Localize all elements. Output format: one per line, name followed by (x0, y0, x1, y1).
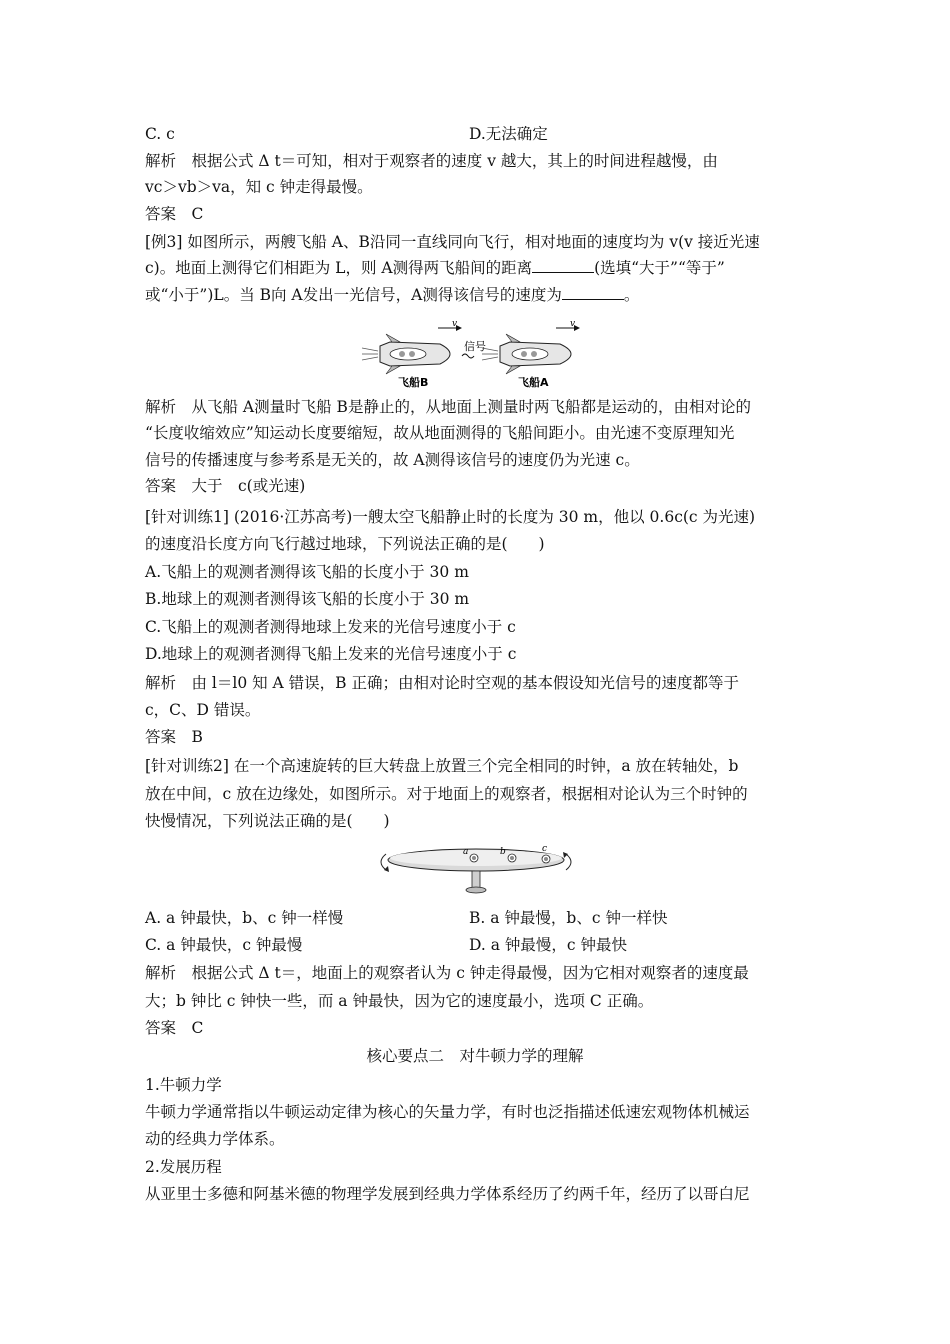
subheading: 2.发展历程 (145, 1158, 222, 1176)
training-1-line: [针对训练1] (2016·江苏高考)一艘太空飞船静止时的长度为 30 m，他以 0.6c(c 为光速) (145, 508, 756, 526)
answer-line: 答案 C (145, 1019, 204, 1037)
analysis-line: 解析 根据公式 Δ t＝，地面上的观察者认为 c 钟走得最慢，因为它相对观察者的速度最 (145, 964, 749, 982)
example-3-line: [例3] 如图所示，两艘飞船 A、B沿同一直线同向飞行，相对地面的速度均为 v(v 接近光速 (145, 233, 760, 251)
training-1-line: 的速度沿长度方向飞行越过地球，下列说法正确的是( ) (145, 535, 545, 553)
training-1-option: C.飞船上的观测者测得地球上发来的光信号速度小于 c (145, 618, 516, 636)
analysis-line: 解析 由 l＝l0 知 A 错误，B 正确；由相对论时空观的基本假设知光信号的速度都等于 (145, 674, 739, 692)
clock-b-label: b (500, 847, 506, 857)
velocity-arrow-icon (438, 325, 462, 331)
clock-a-label: a (463, 847, 469, 857)
rotating-disc-figure (378, 840, 574, 900)
answer-line: 答案 B (145, 728, 203, 746)
option-a: A. a 钟最快，b、c 钟一样慢 (145, 909, 344, 927)
example-3-line (145, 258, 725, 278)
subheading: 1.牛顿力学 (145, 1076, 222, 1094)
clock-c-icon (542, 855, 550, 863)
analysis-line: 解析 根据公式 Δ t＝可知，相对于观察者的速度 v 越大，其上的时间进程越慢，由 (145, 152, 718, 170)
velocity-label: v (452, 320, 458, 329)
clock-b-icon (508, 854, 516, 862)
section-heading: 核心要点二 对牛顿力学的理解 (366, 1047, 584, 1065)
body-text: 从亚里士多德和阿基米德的物理学发展到经典力学体系经历了约两千年，经历了以哥白尼 (145, 1185, 750, 1203)
spaceship-b-icon (362, 334, 450, 374)
answer-blank (532, 258, 594, 273)
option-d: D.无法确定 (469, 125, 548, 143)
example-3-text: c)。地面上测得它们相距为 L，则 A测得两飞船间的距离 (145, 259, 533, 277)
spaceship-a-icon (482, 334, 571, 374)
analysis-line: 解析 从飞船 A测量时飞船 B是静止的，从地面上测量时两飞船都是运动的，由相对论的 (145, 398, 751, 416)
option-b: B. a 钟最慢，b、c 钟一样快 (469, 909, 668, 927)
answer-line: 答案 C (145, 205, 204, 223)
option-c: C. c (145, 125, 175, 143)
ship-a-label: 飞船A (518, 376, 549, 388)
spaceships-figure (360, 320, 590, 388)
signal-label: 信号 (464, 340, 486, 353)
ship-b-label: 飞船B (398, 376, 429, 388)
analysis-line: “长度收缩效应”知运动长度要缩短，故从地面测得的飞船间距小。由光速不变原理知光 (145, 424, 735, 442)
answer-blank (562, 285, 624, 300)
analysis-line: 大；b 钟比 c 钟快一些，而 a 钟最快，因为它的速度最小，选项 C 正确。 (145, 992, 654, 1010)
training-1-option: B.地球上的观测者测得该飞船的长度小于 30 m (145, 590, 470, 608)
example-3-text: (选填“大于”“等于” (594, 259, 725, 277)
signal-wave-icon (462, 354, 474, 358)
clock-a-icon (470, 854, 478, 862)
body-text: 牛顿力学通常指以牛顿运动定律为核心的矢量力学，有时也泛指描述低速宏观物体机械运 (145, 1103, 750, 1121)
velocity-arrow-icon (556, 325, 580, 331)
example-3-text: 。 (623, 286, 640, 304)
example-3-line (145, 285, 639, 305)
body-text: 动的经典力学体系。 (145, 1130, 285, 1148)
analysis-line: vc＞vb＞va，知 c 钟走得最慢。 (145, 178, 373, 196)
option-c: C. a 钟最快，c 钟最慢 (145, 936, 303, 954)
training-1-option: A.飞船上的观测者测得该飞船的长度小于 30 m (145, 563, 469, 581)
example-3-text: 或“小于”)L。当 B向 A发出一光信号，A测得该信号的速度为 (145, 286, 562, 304)
velocity-label: v (570, 320, 576, 329)
answer-line: 答案 大于 c(或光速) (145, 477, 306, 495)
clock-c-label: c (542, 844, 548, 854)
analysis-line: 信号的传播速度与参考系是无关的，故 A测得该信号的速度仍为光速 c。 (145, 451, 640, 469)
training-1-option: D.地球上的观测者测得飞船上发来的光信号速度小于 c (145, 645, 517, 663)
analysis-line: c，C、D 错误。 (145, 701, 261, 719)
option-d: D. a 钟最慢，c 钟最快 (469, 936, 628, 954)
training-2-line: 放在中间，c 放在边缘处，如图所示。对于地面上的观察者，根据相对论认为三个时钟的 (145, 785, 748, 803)
training-2-line: [针对训练2] 在一个高速旋转的巨大转盘上放置三个完全相同的时钟，a 放在转轴处，b (145, 757, 739, 775)
training-2-line: 快慢情况，下列说法正确的是( ) (145, 812, 390, 830)
